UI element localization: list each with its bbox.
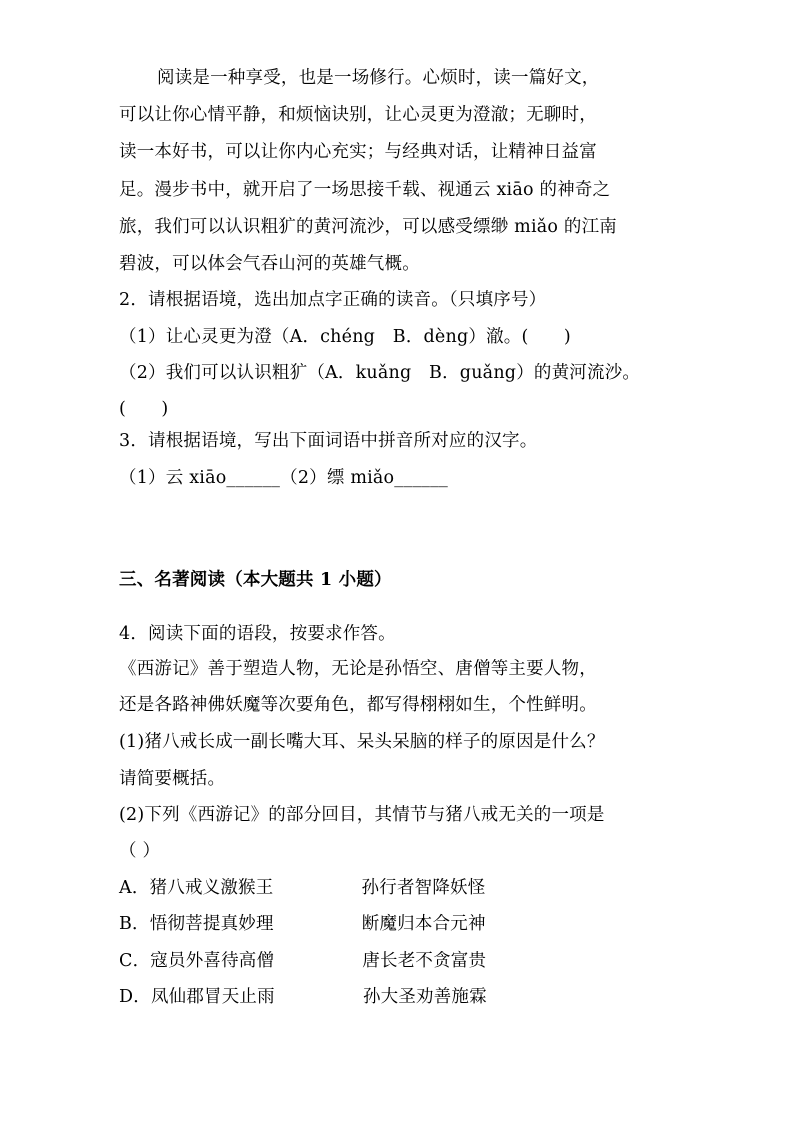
q2-item-1: （1）让心灵更为澄（A．chéng B．dèng）澈。( ) xyxy=(119,327,571,347)
section-3-title: 三、名著阅读（本大题共 1 小题） xyxy=(119,570,392,590)
option-a xyxy=(119,876,485,900)
option-c xyxy=(119,949,486,973)
q2-item-2: （2）我们可以认识粗犷（A．kuǎng B．guǎng）的黄河流沙。 xyxy=(119,363,641,383)
option-b xyxy=(119,912,486,936)
q4-sub2-line: (2)下列《西游记》的部分回目，其情节与猪八戒无关的一项是 xyxy=(119,805,605,825)
passage-line-3: 读一本好书，可以让你内心充实；与经典对话，让精神日益富 xyxy=(119,142,597,162)
q4-intro-line-2: 还是各路神佛妖魔等次要角色，都写得栩栩如生，个性鲜明。 xyxy=(119,695,597,715)
option-c-letter: C． xyxy=(119,951,151,971)
q2-stem: 2．请根据语境，选出加点字正确的读音。（只填序号） xyxy=(119,290,547,310)
passage-line-4: 足。漫步书中，就开启了一场思接千载、视通云 xiāo 的神奇之 xyxy=(119,180,611,200)
option-b-right: 断魔归本合元神 xyxy=(361,914,486,934)
q4-sub2-blank: （ ） xyxy=(119,841,161,861)
option-a-right: 孙行者智降妖怪 xyxy=(361,878,486,898)
option-d-left: 凤仙郡冒天止雨 xyxy=(150,987,275,1007)
option-a-left: 猪八戒义激猴王 xyxy=(149,878,274,898)
q4-sub1-line-1: (1)猪八戒长成一副长嘴大耳、呆头呆脑的样子的原因是什么？ xyxy=(119,732,605,752)
option-d-letter: D． xyxy=(119,987,151,1007)
q3-items: （1）云 xiāo______（2）缥 miǎo______ xyxy=(119,468,448,488)
q4-sub1-line-2: 请简要概括。 xyxy=(119,769,226,789)
option-b-left: 悟彻菩提真妙理 xyxy=(149,914,274,934)
passage-line-2: 可以让你心情平静，和烦恼诀别，让心灵更为澄澈；无聊时， xyxy=(119,105,597,125)
q4-stem: 4．阅读下面的语段，按要求作答。 xyxy=(119,624,396,644)
q3-stem: 3．请根据语境，写出下面词语中拼音所对应的汉字。 xyxy=(119,431,538,451)
option-b-letter: B． xyxy=(119,914,150,934)
option-d xyxy=(119,985,487,1009)
q2-item-2-blank: ( ) xyxy=(119,399,169,419)
option-c-right: 唐长老不贪富贵 xyxy=(362,951,487,971)
option-a-letter: A． xyxy=(119,878,150,898)
passage-line-6: 碧波，可以体会气吞山河的英雄气概。 xyxy=(119,254,420,274)
option-d-right: 孙大圣劝善施霖 xyxy=(362,987,487,1007)
q4-intro-line-1: 《西游记》善于塑造人物，无论是孙悟空、唐僧等主要人物， xyxy=(119,659,597,679)
passage-line-5: 旅，我们可以认识粗犷的黄河流沙，可以感受缥缈 miǎo 的江南 xyxy=(119,217,617,237)
option-c-left: 寇员外喜待高僧 xyxy=(150,951,275,971)
passage-line-1: 阅读是一种享受，也是一场修行。心烦时，读一篇好文， xyxy=(157,68,600,88)
